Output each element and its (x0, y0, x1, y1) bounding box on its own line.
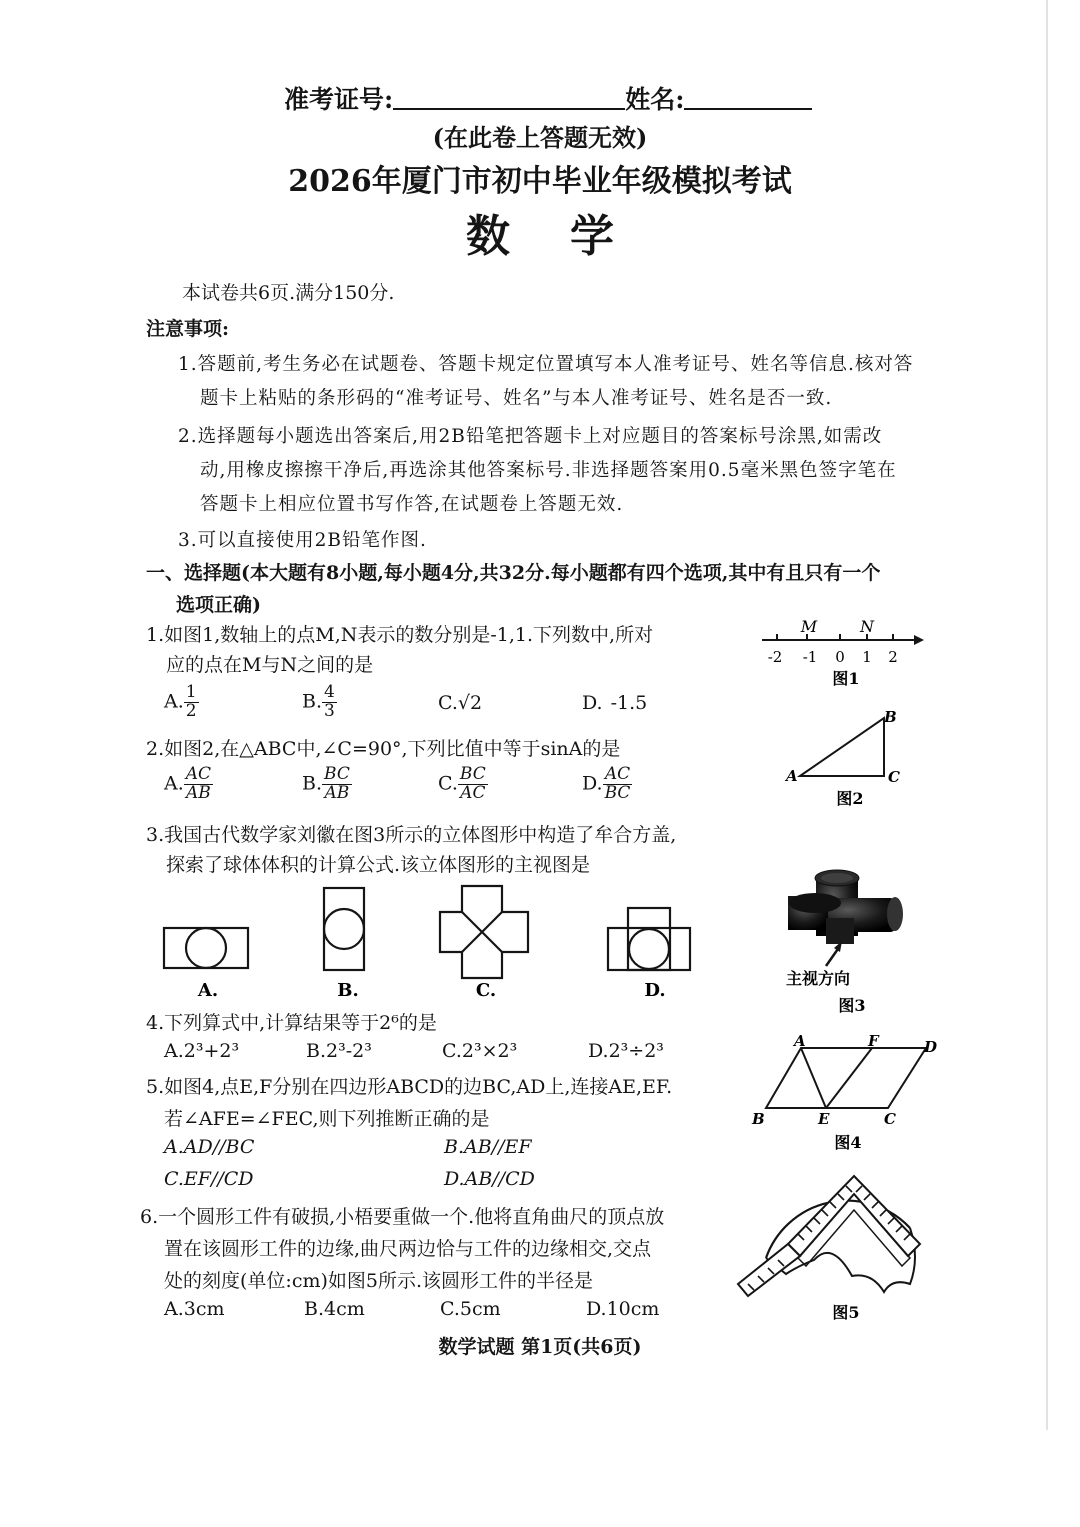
vertex-d-label: D (924, 1038, 938, 1056)
tick-label: 1 (862, 648, 872, 666)
vertex-b-label: B (884, 708, 897, 726)
q6-option-c: C.5cm (440, 1298, 501, 1320)
figure-1-caption: 图1 (832, 669, 860, 688)
figure-4-quadrilateral (748, 1034, 948, 1156)
q6-stem-cont: 处的刻度(单位:cm)如图5所示.该圆形工件的半径是 (164, 1270, 594, 1292)
note-line: 题卡上粘贴的条形码的“准考证号、姓名”与本人准考证号、姓名是否一致. (200, 388, 833, 409)
q3-option-d-figure (608, 908, 690, 970)
q4-option-c: C.2³×2³ (442, 1040, 518, 1062)
quadrilateral-abcd (766, 1048, 926, 1108)
vertex-e-label: E (818, 1110, 830, 1128)
segment-ef (826, 1048, 872, 1108)
triangle-abc (800, 718, 884, 776)
q3-option-a-label: A. (197, 980, 219, 1001)
vertex-c-label: C (888, 768, 900, 786)
q5-option-d: D.AB//CD (444, 1168, 535, 1190)
notes-heading: 注意事项: (146, 318, 230, 340)
q3-option-c-label: C. (475, 980, 497, 1001)
figure-5-caption: 图5 (832, 1303, 860, 1322)
tick-label: -1 (802, 648, 818, 666)
q1-stem: 1.如图1,数轴上的点M,N表示的数分别是-1,1.下列数中,所对 (146, 624, 654, 646)
q1-option-a: A. $\frac{1}{2}$ (164, 682, 197, 721)
q3-stem: 3.我国古代数学家刘徽在图3所示的立体图形中构造了牟合方盖, (146, 824, 677, 846)
section-heading-cont: 选项正确) (176, 594, 261, 616)
q4-stem: 4.下列算式中,计算结果等于2⁶的是 (146, 1012, 437, 1034)
vertex-f-label: F (868, 1034, 879, 1050)
note-line: 2.选择题每小题选出答案后,用2B铅笔把答题卡上对应题目的答案标号涂黑,如需改 (178, 426, 883, 447)
tick-label: -2 (767, 648, 783, 666)
q2-option-b: B. $\frac{BC}{AB}$ (302, 764, 350, 803)
exam-id-row (284, 80, 812, 116)
exam-id-label: 准考证号: (284, 85, 394, 114)
right-angle-ruler (788, 1176, 920, 1256)
figure-2-caption: 图2 (836, 789, 864, 808)
figure-1-number-line (756, 614, 926, 694)
q1-option-d: D. -1.5 (582, 692, 648, 714)
subject-title: 数学 (466, 211, 674, 262)
q6-option-b: B.4cm (304, 1298, 365, 1320)
tick-label: 2 (888, 648, 898, 666)
q5-stem-cont: 若∠AFE=∠FEC,则下列推断正确的是 (164, 1108, 490, 1130)
note-line: 动,用橡皮擦擦干净后,再选涂其他答案标号.非选择题答案用0.5毫米黑色签字笔在 (200, 460, 897, 481)
figure-3-solid (768, 848, 918, 1018)
q3-option-d-label: D. (644, 980, 666, 1001)
q2-option-c: C. $\frac{BC}{AC}$ (438, 764, 486, 803)
q4-option-b: B.2³-2³ (306, 1040, 372, 1062)
q6-option-d: D.10cm (586, 1298, 660, 1320)
arrow-right-icon (914, 635, 924, 645)
view-direction-label: 主视方向 (785, 969, 851, 988)
note-line: 3.可以直接使用2B铅笔作图. (178, 530, 427, 551)
q3-option-a-figure (164, 928, 248, 968)
figure-2-triangle (780, 704, 910, 810)
page-footer: 数学试题 第1页(共6页) (438, 1336, 642, 1358)
note-line: 1.答题前,考生务必在试题卷、答题卡规定位置填写本人准考证号、姓名等信息.核对答 (178, 354, 914, 375)
q1-option-b: B. $\frac{4}{3}$ (302, 682, 335, 721)
q6-option-a: A.3cm (164, 1298, 225, 1320)
q1-stem-cont: 应的点在M与N之间的是 (166, 654, 374, 676)
name-label: 姓名: (625, 85, 685, 114)
vertex-a-label: A (786, 767, 798, 785)
exam-title: 2026年厦门市初中毕业年级模拟考试 (288, 164, 792, 199)
figure-3-caption: 图3 (838, 996, 866, 1015)
q5-option-c: C.EF//CD (164, 1168, 254, 1190)
q3-option-c-figure (440, 886, 528, 978)
q6-stem-cont: 置在该圆形工件的边缘,曲尺两边恰与工件的边缘相交,交点 (164, 1238, 652, 1260)
q3-stem-cont: 探索了球体体积的计算公式.该立体图形的主视图是 (166, 854, 591, 876)
section-heading: 一、选择题(本大题有8小题,每小题4分,共32分.每小题都有四个选项,其中有且只有一个 (146, 562, 881, 584)
note-line: 答题卡上相应位置书写作答,在试题卷上答题无效. (200, 494, 624, 515)
tick-label: 0 (835, 648, 845, 666)
q4-option-d: D.2³÷2³ (588, 1040, 664, 1062)
q3-option-b-label: B. (337, 980, 359, 1001)
q5-stem: 5.如图4,点E,F分别在四边形ABCD的边BC,AD上,连接AE,EF. (146, 1076, 673, 1098)
q3-options-figures (150, 880, 720, 1006)
q2-option-a: A. $\frac{AC}{AB}$ (164, 764, 212, 803)
invalid-note: (在此卷上答题无效) (432, 123, 648, 152)
vertex-b-label: B (752, 1110, 765, 1128)
segment-ae (801, 1048, 826, 1108)
q1-option-c: C.√2 (438, 692, 483, 714)
vertex-a-label: A (794, 1034, 806, 1050)
point-m-label: M (800, 617, 818, 636)
name-blank (684, 86, 812, 110)
q2-option-d: D. $\frac{AC}{BC}$ (582, 764, 631, 803)
exam-id-blank (393, 86, 625, 110)
point-n-label: N (860, 617, 874, 636)
steinmetz-solid-image (788, 870, 903, 944)
q5-option-a: A.AD//BC (164, 1136, 255, 1158)
q5-option-b: B.AB//EF (444, 1136, 532, 1158)
q3-option-b-figure (324, 888, 364, 970)
figure-5-broken-disc (734, 1166, 924, 1326)
intro: 本试卷共6页.满分150分. (182, 282, 395, 304)
vertex-c-label: C (884, 1110, 896, 1128)
figure-4-caption: 图4 (834, 1133, 862, 1152)
q6-stem: 6.一个圆形工件有破损,小梧要重做一个.他将直角曲尺的顶点放 (140, 1206, 665, 1228)
q2-stem: 2.如图2,在△ABC中,∠C=90°,下列比值中等于sinA的是 (146, 738, 621, 760)
q4-option-a: A.2³+2³ (164, 1040, 240, 1062)
